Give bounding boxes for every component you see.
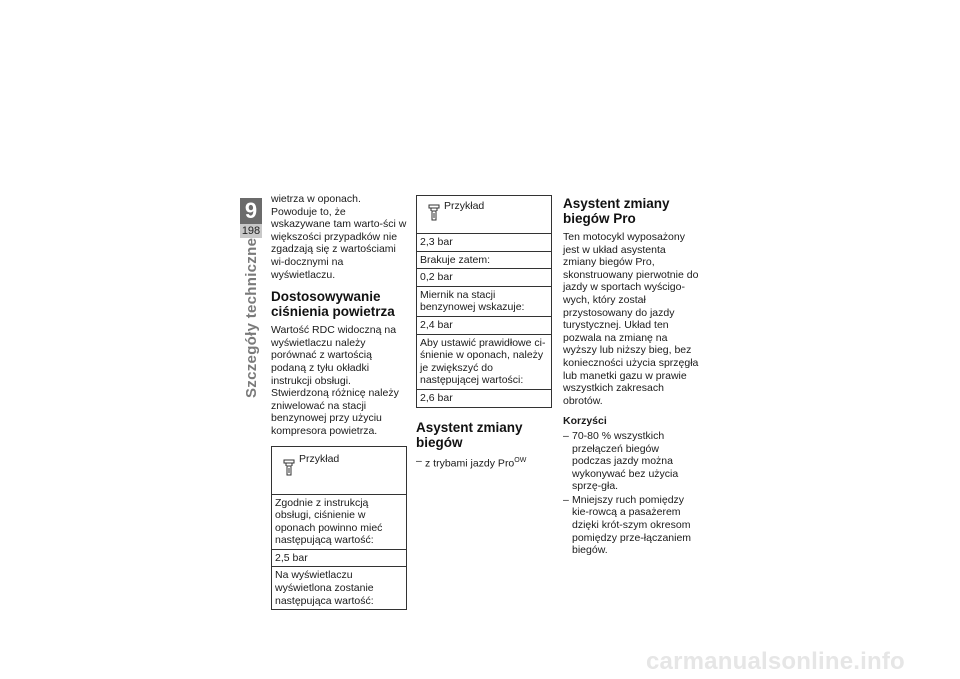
pressure-paragraph: Wartość RDC widoczną na wyświetlaczu należy porównać z wartością podaną z tyłu okładki instrukcji obsługi. Stwierdzoną różnicę należy zniwelować na stacji benzynowej przy użyciu kompresora powietrza.	[271, 324, 399, 437]
example-label: Przykład	[299, 452, 340, 465]
column-1	[271, 193, 407, 610]
page-number: 198	[241, 225, 261, 237]
tire-gauge-icon	[428, 204, 440, 222]
example-row: 2,4 bar	[417, 317, 551, 335]
example-row: Aby ustawić prawidłowe ci-śnienie w oponach, należy je zwiększyć do następującej wartości:	[417, 335, 551, 390]
example-row: Brakuje zatem:	[417, 252, 551, 270]
benefits-heading: Korzyści	[563, 415, 607, 428]
list-item: – 70-80 % wszystkich przełączeń biegów podczas jazdy można wykonywać bez użycia sprzę-gła.	[563, 430, 699, 493]
column-2	[416, 193, 552, 471]
example-row: Zgodnie z instrukcją obsługi, ciśnienie w oponach powinno mieć następującą wartość:	[272, 495, 406, 550]
chapter-number: 9	[240, 198, 262, 224]
list-item: – z trybami jazdy Pro$^{OW}$	[416, 455, 552, 470]
intro-paragraph: wietrza w oponach. Powoduje to, że wskazywane tam warto-ści w większości przypadków nie zgadzają się z wartościami wi-docznymi na wyświetlaczu.	[271, 193, 407, 281]
column-3	[563, 193, 699, 558]
example-header	[417, 196, 551, 234]
example-label: Przykład	[444, 200, 485, 212]
example-row: 2,5 bar	[272, 550, 406, 568]
benefits-list	[563, 430, 699, 557]
example-row: 2,3 bar	[417, 234, 551, 252]
chapter-tab	[240, 198, 262, 238]
example-box-1	[271, 446, 407, 611]
superscript: OW	[514, 456, 527, 464]
watermark-logo: carmanualsonline.info	[646, 648, 905, 675]
example-box-2	[416, 195, 552, 408]
example-header	[272, 447, 406, 495]
list-item: – Mniejszy ruch pomiędzy kie-rowcą a pasażerem dzięki krót-szym okresom pomiędzy prze-łączaniem biegów.	[563, 494, 699, 557]
section-heading-shift-assistant-pro: Asystent zmiany biegów Pro	[563, 196, 670, 226]
example-row: Miernik na stacji benzynowej wskazuje:	[417, 287, 551, 317]
shift-assistant-pro-paragraph: Ten motocykl wyposażony jest w układ asystenta zmiany biegów Pro, skonstruowany pierwotnie do jazdy w sportach wyścigo-wych, który został przystosowany do jazdy turystycznej. Układ ten pozwala na zmianę na wyższy lub niższy bieg, bez konieczności użycia sprzęgła lub manetki gazu w prawie wszystkich zakresach obrotów.	[563, 231, 699, 407]
example-row: 0,2 bar	[417, 269, 551, 287]
chapter-title: Szczegóły techniczne	[243, 237, 260, 398]
section-heading-shift-assistant: Asystent zmiany biegów	[416, 419, 523, 450]
tire-gauge-icon	[283, 459, 295, 477]
example-row: Na wyświetlaczu wyświetlona zostanie następująca wartość:	[275, 569, 374, 607]
shift-assistant-list	[416, 455, 552, 470]
section-heading-pressure: Dostosowywanie ciśnienia powietrza	[271, 289, 395, 320]
example-row: 2,6 bar	[420, 391, 453, 404]
